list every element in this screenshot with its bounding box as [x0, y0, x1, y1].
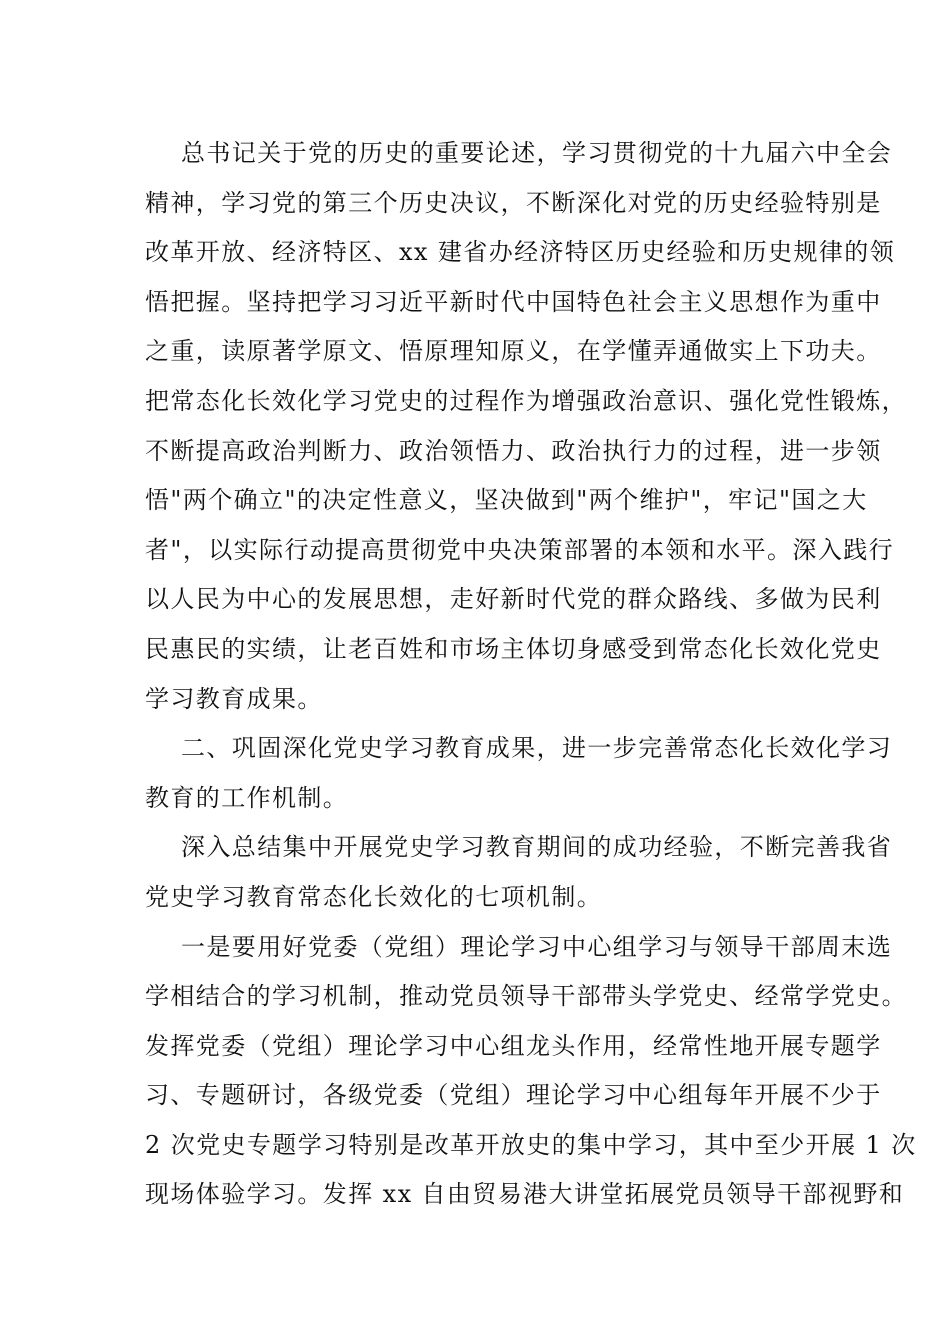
text-line: 一是要用好党委（党组）理论学习中心组学习与领导干部周末选	[181, 932, 893, 961]
text-line: 改革开放、经济特区、xx 建省办经济特区历史经验和历史规律的领	[145, 238, 896, 267]
document-body	[145, 133, 917, 1224]
text-line: 习、专题研讨，各级党委（党组）理论学习中心组每年开展不少于	[145, 1081, 882, 1110]
text-line: 学相结合的学习机制，推动党员领导干部带头学党史、经常学党史。	[145, 982, 907, 1011]
text-line: 悟把握。坚持把学习习近平新时代中国特色社会主义思想作为重中	[145, 287, 882, 316]
text-line: 发挥党委（党组）理论学习中心组龙头作用，经常性地开展专题学	[145, 1031, 882, 1060]
text-line: 以人民为中心的发展思想，走好新时代党的群众路线、多做为民利	[145, 585, 882, 614]
text-line: 现场体验学习。发挥 xx 自由贸易港大讲堂拓展党员领导干部视野和	[145, 1180, 905, 1209]
text-line: 悟"两个确立"的决定性意义，坚决做到"两个维护"，牢记"国之大	[145, 486, 868, 515]
text-line: 精神，学习党的第三个历史决议，不断深化对党的历史经验特别是	[145, 188, 882, 217]
text-line: 深入总结集中开展党史学习教育期间的成功经验，不断完善我省	[181, 833, 893, 862]
text-line: 把常态化长效化学习党史的过程作为增强政治意识、强化党性锻炼，	[145, 386, 907, 415]
text-line: 2 次党史专题学习特别是改革开放史的集中学习，其中至少开展 1 次	[145, 1130, 917, 1159]
text-line: 不断提高政治判断力、政治领悟力、政治执行力的过程，进一步领	[145, 436, 882, 465]
text-line: 党史学习教育常态化长效化的七项机制。	[145, 882, 603, 911]
section-heading-line: 教育的工作机制。	[145, 783, 349, 812]
text-line: 者"，以实际行动提高贯彻党中央决策部署的本领和水平。深入践行	[145, 535, 895, 564]
text-line: 学习教育成果。	[145, 684, 323, 713]
text-line: 之重，读原著学原文、悟原理知原义，在学懂弄通做实上下功夫。	[145, 337, 882, 366]
section-heading-line: 二、巩固深化党史学习教育成果，进一步完善常态化长效化学习	[181, 734, 893, 763]
text-line: 总书记关于党的历史的重要论述，学习贯彻党的十九届六中全会	[181, 139, 893, 167]
text-line: 民惠民的实绩，让老百姓和市场主体切身感受到常态化长效化党史	[145, 634, 882, 663]
